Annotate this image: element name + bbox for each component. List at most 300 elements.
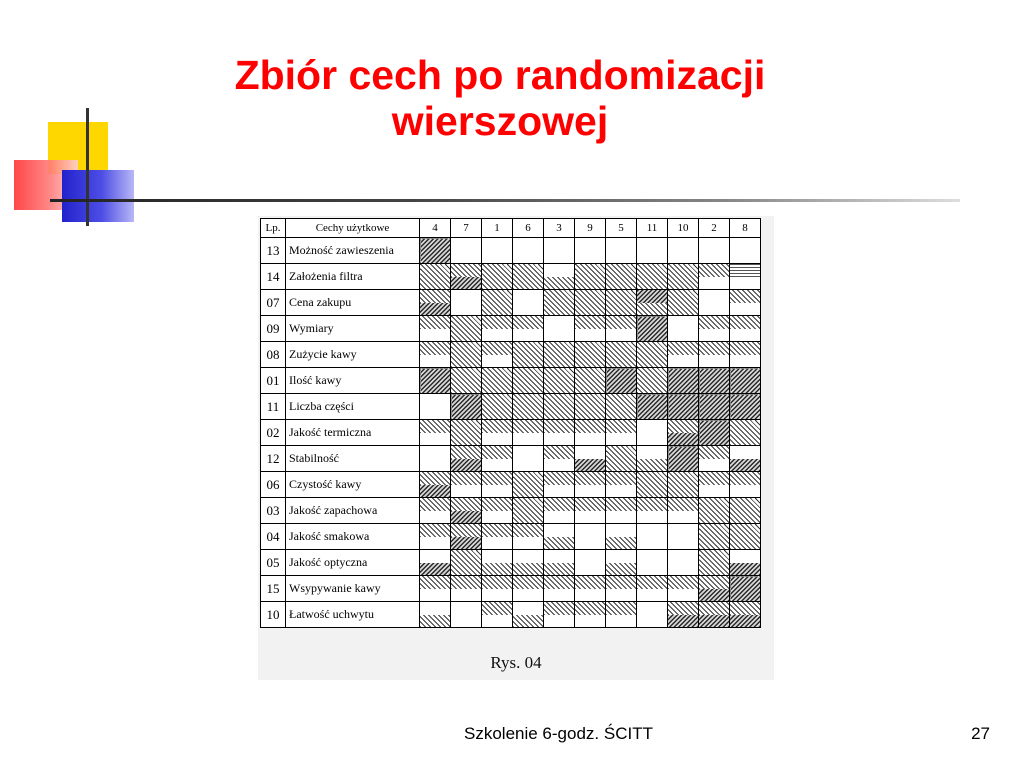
pattern-cell xyxy=(482,420,513,446)
pattern-cell xyxy=(451,420,482,446)
cell-top-band xyxy=(544,524,574,537)
pattern-cell xyxy=(730,420,761,446)
cell-top-band xyxy=(420,524,450,537)
pattern-cell xyxy=(544,576,575,602)
pattern-cell xyxy=(420,420,451,446)
pattern-cell xyxy=(513,524,544,550)
header-lp: Lp. xyxy=(261,219,286,238)
cell-top-band xyxy=(482,498,512,511)
cell-bottom-band xyxy=(513,563,543,576)
cell-bottom-band xyxy=(606,485,636,498)
column-header: 4 xyxy=(420,219,451,238)
feature-name: Zużycie kawy xyxy=(286,342,420,368)
logo-vertical-line xyxy=(86,108,89,226)
pattern-cell xyxy=(513,264,544,290)
pattern-cell xyxy=(606,498,637,524)
pattern-cell xyxy=(420,550,451,576)
pattern-cell xyxy=(575,550,606,576)
cell-top-band xyxy=(606,550,636,563)
cell-bottom-band xyxy=(730,303,760,316)
cell-top-band xyxy=(482,420,512,433)
cell-top-band xyxy=(637,576,667,589)
pattern-cell xyxy=(451,602,482,628)
cell-bottom-band xyxy=(575,485,605,498)
table-row xyxy=(261,602,761,628)
pattern-cell xyxy=(730,498,761,524)
pattern-cell xyxy=(668,238,699,264)
table-row xyxy=(261,394,761,420)
pattern-cell xyxy=(668,420,699,446)
cell-bottom-band xyxy=(451,511,481,524)
cell-bottom-band xyxy=(544,537,574,550)
table-header-row xyxy=(261,219,761,238)
pattern-cell xyxy=(699,498,730,524)
pattern-cell xyxy=(730,472,761,498)
cell-bottom-band xyxy=(575,615,605,628)
cell-bottom-band xyxy=(637,511,667,524)
pattern-cell xyxy=(699,472,730,498)
pattern-cell xyxy=(482,264,513,290)
cell-top-band xyxy=(668,602,698,615)
cell-top-band xyxy=(606,472,636,485)
pattern-cell xyxy=(451,498,482,524)
cell-bottom-band xyxy=(699,329,729,342)
pattern-cell xyxy=(482,290,513,316)
pattern-cell xyxy=(637,264,668,290)
cell-bottom-band xyxy=(420,537,450,550)
cell-top-band xyxy=(544,576,574,589)
table-row xyxy=(261,576,761,602)
pattern-cell xyxy=(420,316,451,342)
pattern-cell xyxy=(730,368,761,394)
cell-bottom-band xyxy=(606,329,636,342)
cell-bottom-band xyxy=(451,485,481,498)
cell-top-band xyxy=(699,576,729,589)
pattern-cell xyxy=(420,472,451,498)
cell-top-band xyxy=(730,446,760,459)
cell-bottom-band xyxy=(420,485,450,498)
feature-name: Czystość kawy xyxy=(286,472,420,498)
header-features: Cechy użytkowe xyxy=(286,219,420,238)
pattern-cell xyxy=(668,602,699,628)
pattern-cell xyxy=(699,420,730,446)
cell-top-band xyxy=(482,524,512,537)
cell-top-band xyxy=(730,342,760,355)
pattern-cell xyxy=(730,290,761,316)
cell-top-band xyxy=(730,264,760,277)
cell-bottom-band xyxy=(513,433,543,446)
cell-top-band xyxy=(637,446,667,459)
cell-bottom-band xyxy=(420,303,450,316)
pattern-cell xyxy=(699,550,730,576)
cell-bottom-band xyxy=(420,433,450,446)
cell-top-band xyxy=(637,290,667,303)
pattern-cell xyxy=(513,602,544,628)
pattern-cell xyxy=(451,446,482,472)
pattern-cell xyxy=(699,238,730,264)
cell-bottom-band xyxy=(637,459,667,472)
pattern-cell xyxy=(420,238,451,264)
cell-top-band xyxy=(699,342,729,355)
cell-top-band xyxy=(420,602,450,615)
feature-name: Cena zakupu xyxy=(286,290,420,316)
cell-top-band xyxy=(482,342,512,355)
pattern-cell xyxy=(575,342,606,368)
cell-bottom-band xyxy=(544,485,574,498)
row-number: 15 xyxy=(261,576,286,602)
table-row xyxy=(261,550,761,576)
cell-bottom-band xyxy=(513,329,543,342)
pattern-cell xyxy=(606,472,637,498)
figure-rys-04 xyxy=(258,216,774,680)
cell-bottom-band xyxy=(451,277,481,290)
pattern-cell xyxy=(513,472,544,498)
pattern-cell xyxy=(451,394,482,420)
cell-bottom-band xyxy=(544,277,574,290)
pattern-cell xyxy=(637,342,668,368)
pattern-cell xyxy=(668,576,699,602)
slide-title xyxy=(120,52,880,144)
cell-top-band xyxy=(544,550,574,563)
pattern-cell xyxy=(544,498,575,524)
cell-bottom-band xyxy=(482,485,512,498)
cell-top-band xyxy=(699,602,729,615)
cell-top-band xyxy=(513,602,543,615)
pattern-cell xyxy=(482,394,513,420)
pattern-cell xyxy=(544,420,575,446)
pattern-cell xyxy=(544,290,575,316)
cell-top-band xyxy=(575,316,605,329)
pattern-cell xyxy=(513,420,544,446)
pattern-cell xyxy=(637,602,668,628)
cell-bottom-band xyxy=(668,511,698,524)
cell-top-band xyxy=(606,602,636,615)
table-row xyxy=(261,290,761,316)
pattern-cell xyxy=(699,368,730,394)
cell-top-band xyxy=(513,576,543,589)
pattern-cell xyxy=(606,420,637,446)
pattern-cell xyxy=(637,368,668,394)
pattern-cell xyxy=(544,472,575,498)
cell-bottom-band xyxy=(699,459,729,472)
cell-top-band xyxy=(482,316,512,329)
pattern-cell xyxy=(730,550,761,576)
row-number: 12 xyxy=(261,446,286,472)
pattern-cell xyxy=(575,472,606,498)
cell-top-band xyxy=(575,602,605,615)
cell-bottom-band xyxy=(544,563,574,576)
pattern-cell xyxy=(637,472,668,498)
pattern-cell xyxy=(730,342,761,368)
cell-bottom-band xyxy=(699,355,729,368)
pattern-cell xyxy=(637,446,668,472)
pattern-cell xyxy=(544,342,575,368)
cell-top-band xyxy=(513,550,543,563)
cell-top-band xyxy=(482,446,512,459)
cell-bottom-band xyxy=(699,277,729,290)
table-row xyxy=(261,446,761,472)
pattern-cell xyxy=(575,368,606,394)
pattern-cell xyxy=(730,576,761,602)
column-header: 10 xyxy=(668,219,699,238)
pattern-cell xyxy=(668,524,699,550)
pattern-cell xyxy=(482,342,513,368)
cell-top-band xyxy=(451,524,481,537)
cell-bottom-band xyxy=(730,355,760,368)
cell-top-band xyxy=(730,316,760,329)
pattern-cell xyxy=(606,238,637,264)
pattern-cell xyxy=(513,498,544,524)
cell-top-band xyxy=(420,576,450,589)
cell-top-band xyxy=(668,342,698,355)
pattern-cell xyxy=(544,394,575,420)
row-number: 10 xyxy=(261,602,286,628)
pattern-cell xyxy=(575,498,606,524)
pattern-cell xyxy=(420,394,451,420)
pattern-cell xyxy=(637,394,668,420)
cell-top-band xyxy=(482,472,512,485)
cell-bottom-band xyxy=(482,537,512,550)
pattern-cell xyxy=(575,290,606,316)
pattern-cell xyxy=(482,576,513,602)
pattern-cell xyxy=(544,550,575,576)
cell-top-band xyxy=(482,576,512,589)
pattern-cell xyxy=(482,446,513,472)
row-number: 05 xyxy=(261,550,286,576)
pattern-cell xyxy=(451,472,482,498)
cell-top-band xyxy=(451,446,481,459)
table-row xyxy=(261,420,761,446)
table-row xyxy=(261,472,761,498)
pattern-cell xyxy=(513,576,544,602)
cell-bottom-band xyxy=(699,485,729,498)
pattern-cell xyxy=(606,550,637,576)
cell-top-band xyxy=(699,446,729,459)
pattern-cell xyxy=(637,576,668,602)
pattern-cell xyxy=(637,498,668,524)
pattern-cell xyxy=(482,472,513,498)
cell-top-band xyxy=(668,420,698,433)
figure-caption: Rys. 04 xyxy=(490,653,542,672)
cell-top-band xyxy=(544,602,574,615)
pattern-cell xyxy=(544,368,575,394)
pattern-cell xyxy=(544,316,575,342)
row-number: 04 xyxy=(261,524,286,550)
cell-bottom-band xyxy=(637,303,667,316)
feature-name: Możność zawieszenia xyxy=(286,238,420,264)
pattern-cell xyxy=(730,446,761,472)
cell-top-band xyxy=(513,420,543,433)
pattern-cell xyxy=(544,446,575,472)
cell-bottom-band xyxy=(637,589,667,602)
pattern-cell xyxy=(451,368,482,394)
cell-bottom-band xyxy=(699,589,729,602)
cell-bottom-band xyxy=(730,485,760,498)
cell-bottom-band xyxy=(482,589,512,602)
cell-top-band xyxy=(575,472,605,485)
row-number: 09 xyxy=(261,316,286,342)
column-header: 11 xyxy=(637,219,668,238)
cell-bottom-band xyxy=(544,511,574,524)
pattern-cell xyxy=(699,576,730,602)
pattern-cell xyxy=(575,394,606,420)
cell-bottom-band xyxy=(420,589,450,602)
feature-name: Wsypywanie kawy xyxy=(286,576,420,602)
pattern-cell xyxy=(513,550,544,576)
pattern-cell xyxy=(699,316,730,342)
pattern-cell xyxy=(668,316,699,342)
pattern-cell xyxy=(668,472,699,498)
pattern-cell xyxy=(575,316,606,342)
column-header: 5 xyxy=(606,219,637,238)
features-table xyxy=(260,218,761,628)
pattern-cell xyxy=(451,576,482,602)
cell-top-band xyxy=(637,498,667,511)
column-header: 2 xyxy=(699,219,730,238)
cell-top-band xyxy=(451,472,481,485)
feature-name: Stabilność xyxy=(286,446,420,472)
feature-name: Liczba części xyxy=(286,394,420,420)
pattern-cell xyxy=(730,602,761,628)
table-row xyxy=(261,316,761,342)
cell-bottom-band xyxy=(544,589,574,602)
cell-top-band xyxy=(420,420,450,433)
cell-bottom-band xyxy=(544,459,574,472)
cell-top-band xyxy=(606,316,636,329)
cell-bottom-band xyxy=(606,563,636,576)
pattern-cell xyxy=(730,394,761,420)
pattern-cell xyxy=(730,238,761,264)
pattern-cell xyxy=(482,602,513,628)
cell-top-band xyxy=(544,264,574,277)
cell-top-band xyxy=(420,472,450,485)
pattern-cell xyxy=(606,602,637,628)
pattern-cell xyxy=(544,602,575,628)
pattern-cell xyxy=(482,368,513,394)
pattern-cell xyxy=(451,264,482,290)
footer-text: Szkolenie 6-godz. ŚCITT xyxy=(464,724,653,743)
pattern-cell xyxy=(637,238,668,264)
cell-bottom-band xyxy=(730,459,760,472)
cell-top-band xyxy=(513,524,543,537)
table-body xyxy=(261,238,761,628)
cell-top-band xyxy=(575,446,605,459)
pattern-cell xyxy=(420,368,451,394)
column-header: 7 xyxy=(451,219,482,238)
cell-bottom-band xyxy=(420,563,450,576)
cell-bottom-band xyxy=(420,615,450,628)
cell-bottom-band xyxy=(730,277,760,290)
cell-bottom-band xyxy=(513,615,543,628)
pattern-cell xyxy=(451,524,482,550)
cell-bottom-band xyxy=(575,589,605,602)
cell-top-band xyxy=(544,446,574,459)
pattern-cell xyxy=(606,316,637,342)
pattern-cell xyxy=(699,524,730,550)
pattern-cell xyxy=(668,446,699,472)
cell-bottom-band xyxy=(451,589,481,602)
cell-bottom-band xyxy=(606,511,636,524)
row-number: 06 xyxy=(261,472,286,498)
cell-bottom-band xyxy=(606,589,636,602)
cell-top-band xyxy=(420,316,450,329)
cell-top-band xyxy=(420,290,450,303)
cell-bottom-band xyxy=(575,511,605,524)
cell-top-band xyxy=(606,524,636,537)
pattern-cell xyxy=(699,446,730,472)
cell-top-band xyxy=(606,576,636,589)
pattern-cell xyxy=(544,238,575,264)
pattern-cell xyxy=(451,316,482,342)
pattern-cell xyxy=(637,290,668,316)
pattern-cell xyxy=(544,264,575,290)
feature-name: Jakość optyczna xyxy=(286,550,420,576)
feature-name: Ilość kawy xyxy=(286,368,420,394)
pattern-cell xyxy=(575,446,606,472)
cell-bottom-band xyxy=(544,615,574,628)
pattern-cell xyxy=(420,446,451,472)
cell-bottom-band xyxy=(420,511,450,524)
row-number: 13 xyxy=(261,238,286,264)
pattern-cell xyxy=(575,524,606,550)
cell-bottom-band xyxy=(451,537,481,550)
pattern-cell xyxy=(482,498,513,524)
pattern-cell xyxy=(482,238,513,264)
pattern-cell xyxy=(606,394,637,420)
cell-top-band xyxy=(482,550,512,563)
cell-top-band xyxy=(575,420,605,433)
row-number: 07 xyxy=(261,290,286,316)
cell-top-band xyxy=(451,264,481,277)
pattern-cell xyxy=(420,576,451,602)
cell-bottom-band xyxy=(482,615,512,628)
pattern-cell xyxy=(575,238,606,264)
cell-top-band xyxy=(420,498,450,511)
row-number: 11 xyxy=(261,394,286,420)
pattern-cell xyxy=(606,290,637,316)
pattern-cell xyxy=(482,550,513,576)
cell-bottom-band xyxy=(730,615,760,628)
table-row xyxy=(261,524,761,550)
pattern-cell xyxy=(730,316,761,342)
pattern-cell xyxy=(544,524,575,550)
pattern-cell xyxy=(451,550,482,576)
pattern-cell xyxy=(513,342,544,368)
column-header: 3 xyxy=(544,219,575,238)
cell-bottom-band xyxy=(575,433,605,446)
pattern-cell xyxy=(730,524,761,550)
cell-bottom-band xyxy=(730,329,760,342)
pattern-cell xyxy=(699,602,730,628)
pattern-cell xyxy=(606,342,637,368)
cell-bottom-band xyxy=(482,355,512,368)
pattern-cell xyxy=(668,368,699,394)
pattern-cell xyxy=(699,264,730,290)
cell-bottom-band xyxy=(606,537,636,550)
cell-top-band xyxy=(451,498,481,511)
cell-top-band xyxy=(451,576,481,589)
title-line-1: Zbiór cech po randomizacji xyxy=(234,52,766,98)
cell-bottom-band xyxy=(730,563,760,576)
cell-bottom-band xyxy=(668,589,698,602)
cell-top-band xyxy=(575,498,605,511)
cell-top-band xyxy=(420,550,450,563)
pattern-cell xyxy=(420,264,451,290)
cell-top-band xyxy=(730,290,760,303)
pattern-cell xyxy=(451,342,482,368)
cell-top-band xyxy=(606,498,636,511)
pattern-cell xyxy=(513,446,544,472)
